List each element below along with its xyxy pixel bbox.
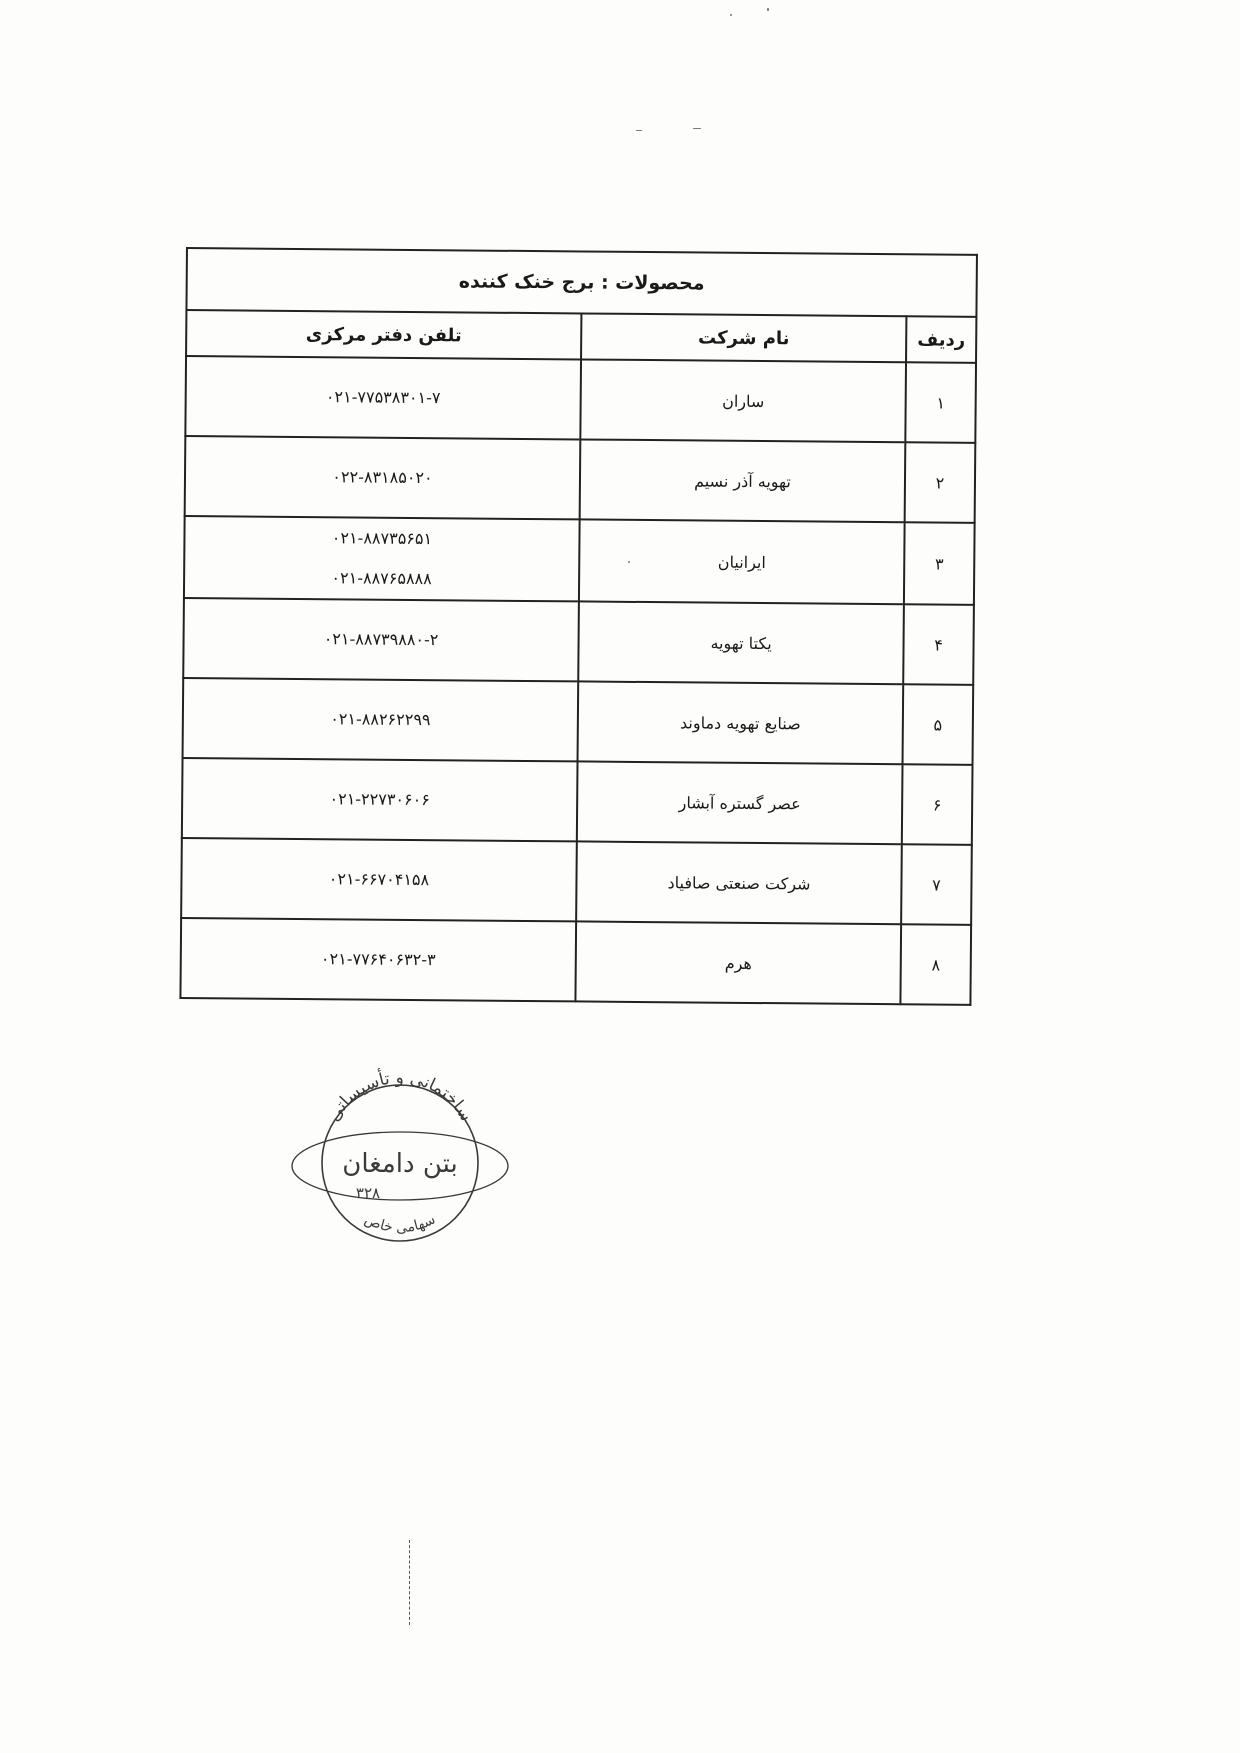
phone-number: ۰۲۱-۶۶۷۰۴۱۵۸ [328, 869, 430, 890]
phone-number: ۰۲۱-۸۸۷۶۵۸۸۸ [331, 568, 432, 589]
table-row [185, 436, 976, 523]
row-number: ۱ [905, 362, 976, 443]
phone-number: ۰۲۲-۸۳۱۸۵۰۲۰ [332, 467, 433, 488]
phone-number: ۰۲۱-۸۸۷۳۹۸۸۰-۲ [323, 629, 439, 650]
stamp-text-bottom: سهامی خاص [361, 1211, 439, 1237]
company-name: یکتا تهویه [578, 601, 904, 684]
table-row [180, 918, 971, 1005]
row-number: ۳ [904, 522, 975, 605]
company-name: شرکت صنعتی صافیاد [576, 841, 902, 924]
company-name: عصر گستره آبشار [577, 761, 903, 844]
phone-number: ۰۲۱-۲۲۷۳۰۶۰۶ [329, 789, 430, 810]
table-row [183, 678, 974, 765]
row-number: ۵ [903, 684, 974, 765]
scan-speck [636, 130, 642, 131]
phone-cell [184, 516, 580, 601]
table-row [183, 598, 974, 685]
phone-number: ۰۲۱-۸۸۲۶۲۲۹۹ [330, 709, 431, 730]
row-number: ۶ [902, 764, 973, 845]
scan-speck [767, 8, 769, 11]
row-number: ۷ [901, 844, 972, 925]
phone-number: ۰۲۱-۸۸۷۳۵۶۵۱ [331, 528, 433, 549]
phone-cell [181, 838, 577, 921]
phone-cell [180, 918, 576, 1001]
company-name: هرم [575, 921, 901, 1004]
scan-artifact-line [409, 1540, 411, 1625]
table-row [182, 758, 973, 845]
table-row [184, 516, 975, 605]
company-name: ساران [580, 359, 906, 442]
table-row [181, 838, 972, 925]
company-name: صنایع تهویه دماوند [578, 681, 904, 764]
stamp-text-middle: بتن دامغان [342, 1149, 458, 1179]
header-company-name: نام شرکت [581, 313, 906, 362]
row-number: ۲ [905, 442, 976, 523]
phone-cell [182, 758, 578, 841]
phone-cell [183, 598, 579, 681]
row-number: ۴ [903, 604, 974, 685]
phone-cell [183, 678, 579, 761]
stamp-text-top: ساختمانی و تأسیساتی [323, 1068, 477, 1125]
table-row [185, 356, 976, 443]
header-row-number: ردیف [906, 316, 976, 363]
products-table [179, 247, 978, 1006]
table-header-row [186, 310, 976, 363]
row-number: ۸ [900, 924, 971, 1005]
phone-cell [185, 356, 581, 439]
phone-number: ۰۲۱-۷۷۵۳۸۳۰۱-۷ [325, 387, 441, 408]
scan-speck [693, 128, 701, 129]
scan-speck [730, 14, 732, 16]
stamp-text-number: ۳۲۸ [355, 1184, 381, 1202]
company-stamp-icon [290, 1068, 510, 1248]
phone-cell [185, 436, 581, 519]
phone-number: ۰۲۱-۷۷۶۴۰۶۳۲-۳ [320, 949, 436, 970]
company-name: ایرانیان [579, 519, 905, 604]
table-title: محصولات : برج خنک کننده [186, 248, 977, 317]
company-name: تهویه آذر نسیم [580, 439, 906, 522]
header-central-office-phone: تلفن دفتر مرکزی [186, 310, 581, 359]
